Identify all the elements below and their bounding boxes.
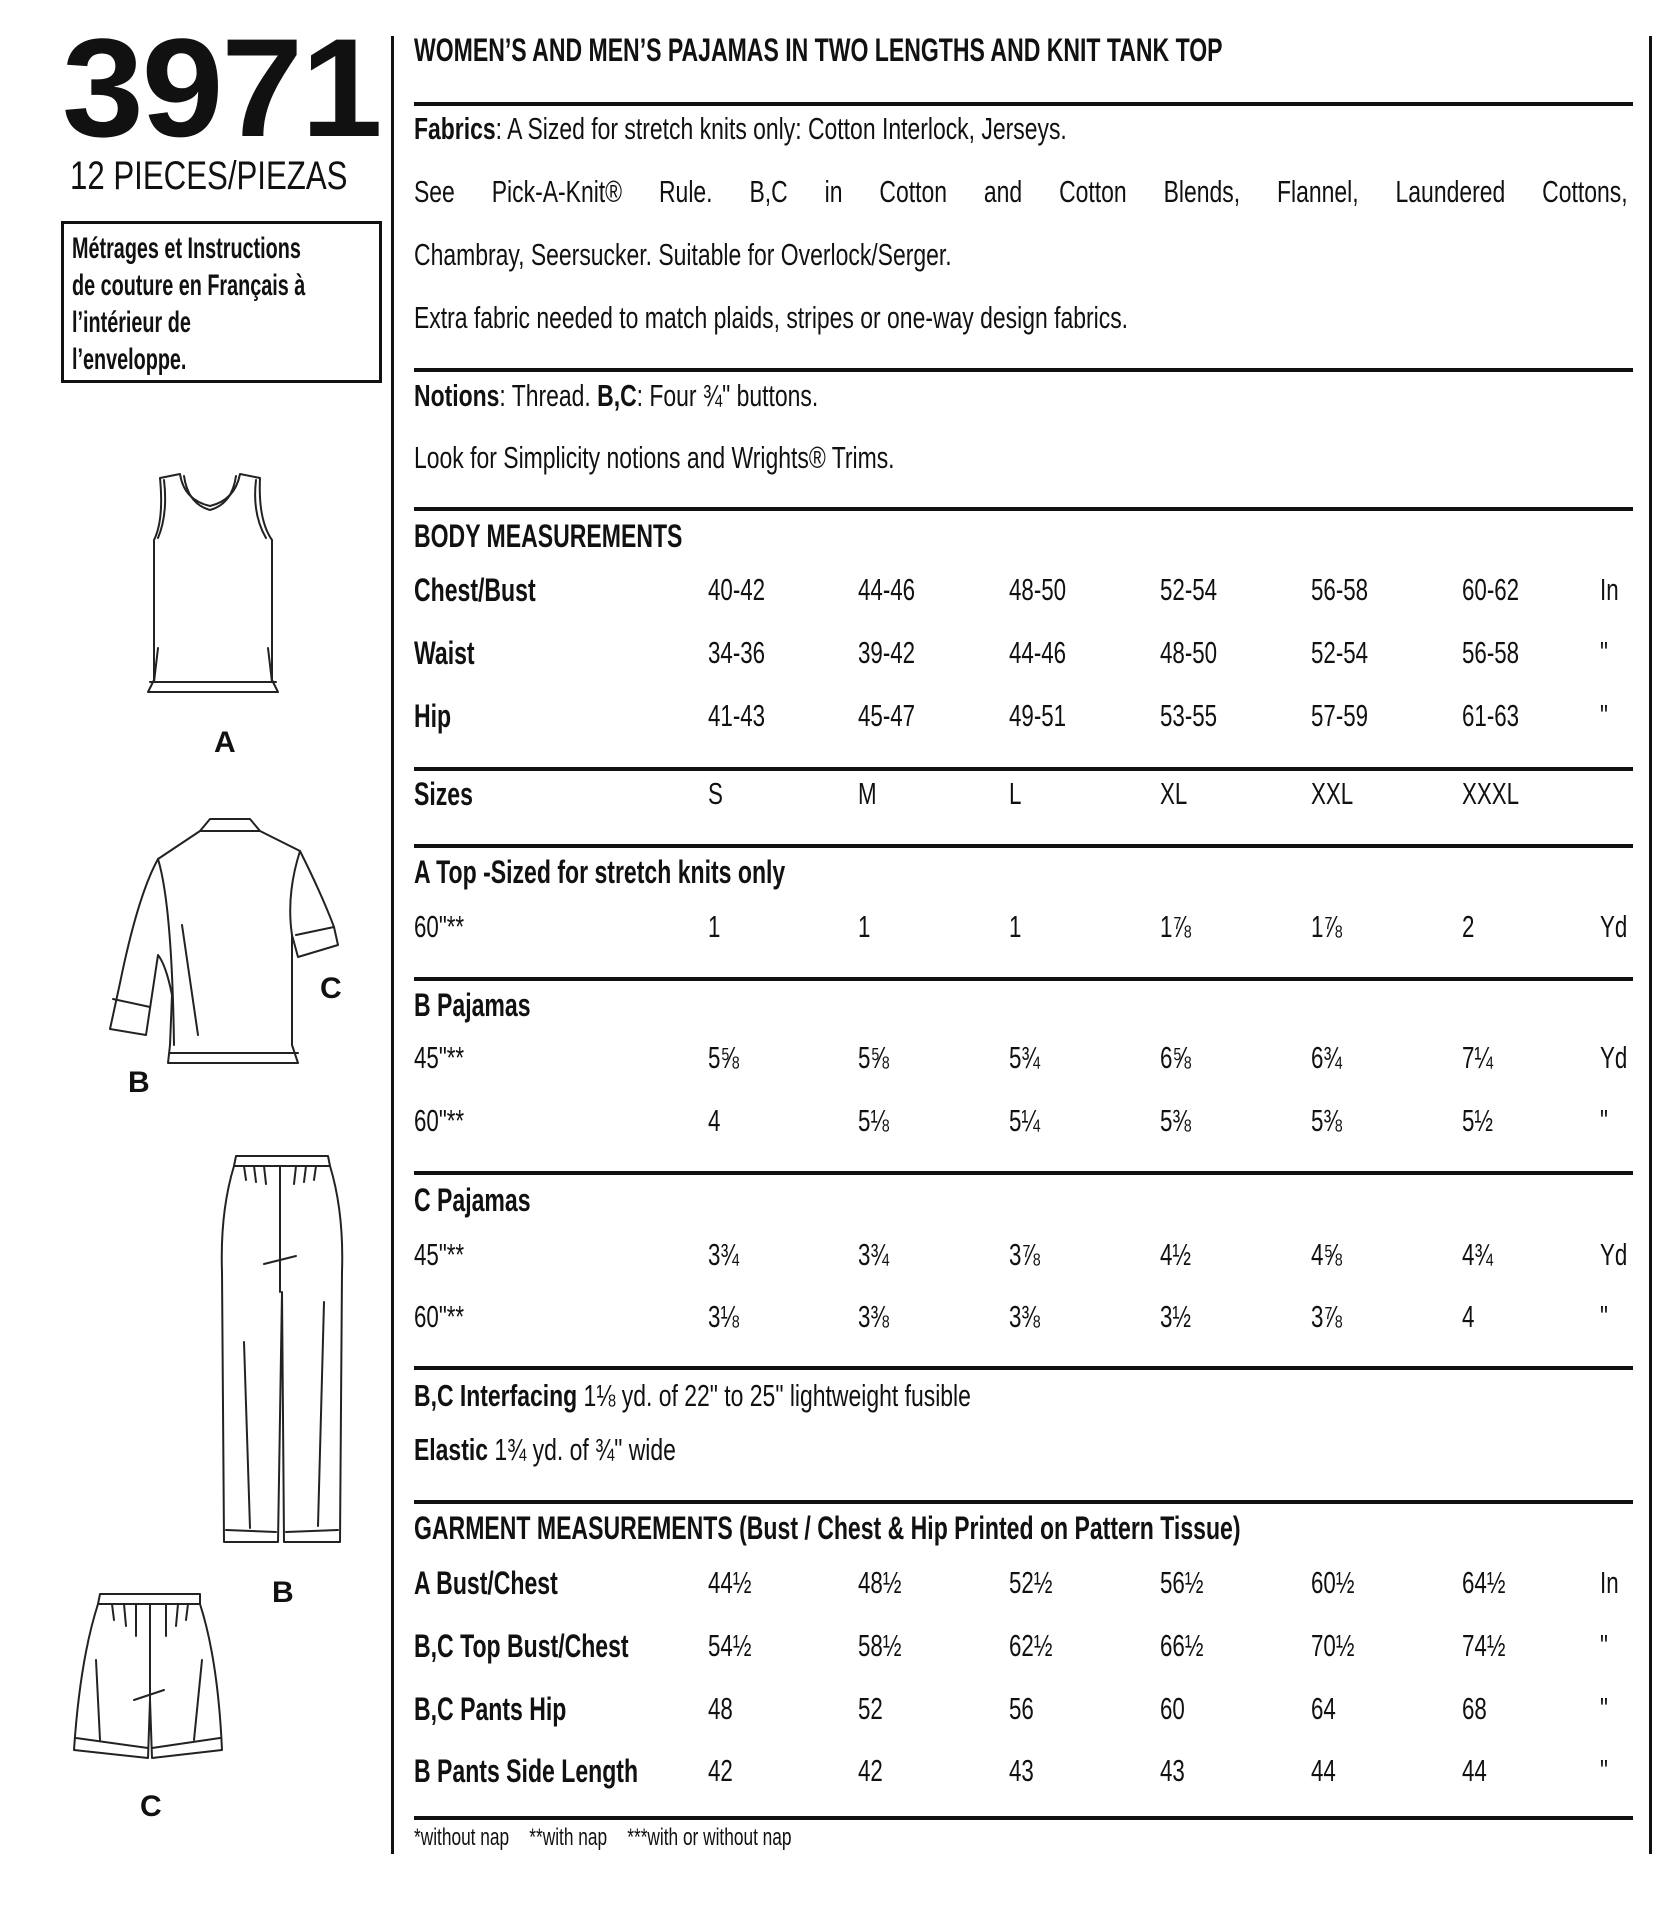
fabrics-line-1 bbox=[414, 113, 1067, 144]
notions-buttons: : Four ¾" buttons. bbox=[636, 378, 819, 413]
view-label-a: A bbox=[214, 726, 236, 759]
cell-value: 1 bbox=[708, 909, 721, 944]
cell-value: 52-54 bbox=[1160, 572, 1218, 607]
cell-value: 1⅞ bbox=[1160, 909, 1192, 944]
cell-value: 1⅞ bbox=[1311, 909, 1343, 944]
cell-value: 64 bbox=[1311, 1691, 1336, 1726]
cell-value: 42 bbox=[708, 1753, 733, 1788]
pajama-shirt-illustration bbox=[110, 815, 350, 1075]
cell-value: 43 bbox=[1009, 1753, 1034, 1788]
cell-value: 44-46 bbox=[1009, 635, 1067, 670]
cell-value: 56 bbox=[1009, 1691, 1034, 1726]
french-note-line: l’intérieur de bbox=[72, 306, 191, 339]
section-heading: B Pajamas bbox=[414, 987, 531, 1023]
divider-rule bbox=[414, 844, 1633, 848]
view-label-c-shirt: C bbox=[320, 972, 342, 1005]
cell-value: 57-59 bbox=[1311, 698, 1369, 733]
cell-value: 5⅜ bbox=[1160, 1103, 1192, 1138]
cell-value: 66½ bbox=[1160, 1628, 1204, 1663]
cell-value: 6¾ bbox=[1311, 1040, 1343, 1075]
pajama-pants-illustration bbox=[214, 1152, 364, 1552]
divider-rule bbox=[414, 977, 1633, 981]
cell-value: 5⅝ bbox=[858, 1040, 890, 1075]
interfacing-line bbox=[414, 1380, 971, 1411]
size-s: S bbox=[708, 776, 723, 811]
cell-value: 53-55 bbox=[1160, 698, 1218, 733]
cell-value: 4⅝ bbox=[1311, 1237, 1343, 1272]
footnote: **with nap bbox=[529, 1824, 608, 1851]
divider-rule bbox=[414, 1500, 1633, 1504]
size-l: L bbox=[1009, 776, 1022, 811]
pattern-title: WOMEN’S AND MEN’S PAJAMAS IN TWO LENGTHS AND KNIT TANK TOP bbox=[414, 32, 1223, 68]
cell-value: 60½ bbox=[1311, 1565, 1355, 1600]
unit-label: " bbox=[1600, 1691, 1608, 1726]
unit-label: " bbox=[1600, 635, 1608, 670]
cell-value: 56-58 bbox=[1462, 635, 1520, 670]
cell-value: 64½ bbox=[1462, 1565, 1506, 1600]
cell-value: 48-50 bbox=[1009, 572, 1067, 607]
row-label: Waist bbox=[414, 635, 475, 671]
cell-value: 4½ bbox=[1160, 1237, 1192, 1272]
cell-value: 45-47 bbox=[858, 698, 916, 733]
french-note-line: l’enveloppe. bbox=[72, 343, 187, 376]
row-label: 45"** bbox=[414, 1040, 465, 1075]
cell-value: 58½ bbox=[858, 1628, 902, 1663]
french-note-line: de couture en Français à bbox=[72, 269, 306, 302]
unit-label: " bbox=[1600, 1753, 1608, 1788]
cell-value: 3⅜ bbox=[858, 1299, 890, 1334]
tank-top-illustration bbox=[140, 470, 300, 700]
cell-value: 62½ bbox=[1009, 1628, 1053, 1663]
section-heading: A Top -Sized for stretch knits only bbox=[414, 854, 786, 890]
cell-value: 52 bbox=[858, 1691, 883, 1726]
fabrics-line-2: See Pick-A-Knit® Rule. B,C in Cotton and Cotton Blends, Flannel, Laundered Cottons, bbox=[414, 174, 1628, 209]
cell-value: 41-43 bbox=[708, 698, 766, 733]
cell-value: 5¾ bbox=[1009, 1040, 1041, 1075]
size-xxxl: XXXL bbox=[1462, 776, 1520, 811]
row-label: B,C Pants Hip bbox=[414, 1691, 567, 1727]
size-xl: XL bbox=[1160, 776, 1188, 811]
interfacing-text: 1⅛ yd. of 22" to 25" lightweight fusible bbox=[577, 1378, 971, 1413]
cell-value: 44-46 bbox=[858, 572, 916, 607]
cell-value: 3¾ bbox=[708, 1237, 740, 1272]
cell-value: 39-42 bbox=[858, 635, 916, 670]
interfacing-label: B,C Interfacing bbox=[414, 1378, 578, 1413]
unit-label: " bbox=[1600, 1299, 1608, 1334]
notions-line-1 bbox=[414, 380, 818, 411]
divider-rule bbox=[414, 368, 1633, 372]
row-label: B,C Top Bust/Chest bbox=[414, 1628, 629, 1664]
footnote: *without nap bbox=[414, 1824, 510, 1851]
cell-value: 52½ bbox=[1009, 1565, 1053, 1600]
footnotes bbox=[414, 1826, 812, 1850]
cell-value: 5¼ bbox=[1009, 1103, 1041, 1138]
cell-value: 48½ bbox=[858, 1565, 902, 1600]
divider-rule bbox=[414, 1366, 1633, 1370]
body-measurements-heading: BODY MEASUREMENTS bbox=[414, 518, 683, 554]
row-label: 45"** bbox=[414, 1237, 465, 1272]
pajama-shorts-illustration bbox=[72, 1590, 232, 1770]
piece-count: 12 PIECES/PIEZAS bbox=[70, 154, 348, 198]
right-border bbox=[1649, 36, 1652, 1854]
unit-label: " bbox=[1600, 1628, 1608, 1663]
cell-value: 44½ bbox=[708, 1565, 752, 1600]
cell-value: 3⅞ bbox=[1009, 1237, 1041, 1272]
row-label: A Bust/Chest bbox=[414, 1565, 558, 1601]
cell-value: 56-58 bbox=[1311, 572, 1369, 607]
cell-value: 7¼ bbox=[1462, 1040, 1494, 1075]
cell-value: 4¾ bbox=[1462, 1237, 1494, 1272]
cell-value: 61-63 bbox=[1462, 698, 1520, 733]
size-xxl: XXL bbox=[1311, 776, 1354, 811]
unit-label: In bbox=[1600, 1565, 1619, 1600]
view-label-b-pants: B bbox=[272, 1576, 294, 1609]
divider-rule bbox=[414, 1816, 1633, 1820]
notions-line-2: Look for Simplicity notions and Wrights® Trims. bbox=[414, 440, 895, 475]
row-label: Chest/Bust bbox=[414, 572, 536, 608]
cell-value: 3¾ bbox=[858, 1237, 890, 1272]
elastic-line bbox=[414, 1434, 676, 1465]
row-label: Hip bbox=[414, 698, 452, 734]
cell-value: 3½ bbox=[1160, 1299, 1192, 1334]
elastic-text: 1¾ yd. of ¾" wide bbox=[487, 1432, 676, 1467]
cell-value: 5½ bbox=[1462, 1103, 1494, 1138]
notions-label: Notions bbox=[414, 378, 500, 413]
cell-value: 3⅞ bbox=[1311, 1299, 1343, 1334]
garment-measurements-heading: GARMENT MEASUREMENTS (Bust / Chest & Hip Printed on Pattern Tissue) bbox=[414, 1510, 1241, 1546]
cell-value: 3⅜ bbox=[1009, 1299, 1041, 1334]
cell-value: 4 bbox=[1462, 1299, 1475, 1334]
row-label: 60"** bbox=[414, 1299, 465, 1334]
fabrics-label: Fabrics bbox=[414, 111, 496, 146]
sizes-label: Sizes bbox=[414, 776, 473, 812]
column-divider bbox=[391, 36, 394, 1854]
row-label: 60"** bbox=[414, 909, 465, 944]
footnote: ***with or without nap bbox=[627, 1824, 792, 1851]
unit-label: Yd bbox=[1600, 1237, 1628, 1272]
cell-value: 34-36 bbox=[708, 635, 766, 670]
cell-value: 4 bbox=[708, 1103, 721, 1138]
french-note-line: Métrages et Instructions bbox=[72, 232, 301, 265]
cell-value: 74½ bbox=[1462, 1628, 1506, 1663]
cell-value: 5⅜ bbox=[1311, 1103, 1343, 1138]
unit-label: " bbox=[1600, 698, 1608, 733]
cell-value: 54½ bbox=[708, 1628, 752, 1663]
cell-value: 1 bbox=[1009, 909, 1022, 944]
cell-value: 6⅝ bbox=[1160, 1040, 1192, 1075]
fabrics-line-3: Chambray, Seersucker. Suitable for Overlock/Serger. bbox=[414, 237, 952, 272]
row-label: B Pants Side Length bbox=[414, 1753, 639, 1789]
cell-value: 42 bbox=[858, 1753, 883, 1788]
notions-text: : Thread. bbox=[499, 378, 598, 413]
fabrics-line-4: Extra fabric needed to match plaids, stripes or one-way design fabrics. bbox=[414, 300, 1129, 335]
cell-value: 52-54 bbox=[1311, 635, 1369, 670]
section-heading: C Pajamas bbox=[414, 1182, 531, 1218]
cell-value: 70½ bbox=[1311, 1628, 1355, 1663]
cell-value: 3⅛ bbox=[708, 1299, 740, 1334]
divider-rule bbox=[414, 507, 1633, 511]
french-instructions-note bbox=[61, 221, 382, 383]
unit-label: In bbox=[1600, 572, 1619, 607]
cell-value: 44 bbox=[1462, 1753, 1487, 1788]
cell-value: 48-50 bbox=[1160, 635, 1218, 670]
pattern-number: 3971 bbox=[62, 9, 381, 166]
cell-value: 44 bbox=[1311, 1753, 1336, 1788]
cell-value: 60-62 bbox=[1462, 572, 1520, 607]
cell-value: 60 bbox=[1160, 1691, 1185, 1726]
cell-value: 48 bbox=[708, 1691, 733, 1726]
cell-value: 43 bbox=[1160, 1753, 1185, 1788]
cell-value: 49-51 bbox=[1009, 698, 1067, 733]
cell-value: 5⅝ bbox=[708, 1040, 740, 1075]
fabrics-text: : A Sized for stretch knits only: Cotton Interlock, Jerseys. bbox=[495, 111, 1067, 146]
divider-rule bbox=[414, 767, 1633, 771]
divider-rule bbox=[414, 1171, 1633, 1175]
cell-value: 68 bbox=[1462, 1691, 1487, 1726]
unit-label: " bbox=[1600, 1103, 1608, 1138]
row-label: 60"** bbox=[414, 1103, 465, 1138]
notions-views: B,C bbox=[597, 378, 637, 413]
size-m: M bbox=[858, 776, 877, 811]
divider-rule bbox=[414, 102, 1633, 106]
cell-value: 56½ bbox=[1160, 1565, 1204, 1600]
view-label-c-shorts: C bbox=[140, 1790, 162, 1823]
cell-value: 2 bbox=[1462, 909, 1475, 944]
cell-value: 40-42 bbox=[708, 572, 766, 607]
unit-label: Yd bbox=[1600, 909, 1628, 944]
unit-label: Yd bbox=[1600, 1040, 1628, 1075]
cell-value: 1 bbox=[858, 909, 871, 944]
view-label-b-shirt: B bbox=[128, 1066, 150, 1099]
elastic-label: Elastic bbox=[414, 1432, 488, 1467]
cell-value: 5⅛ bbox=[858, 1103, 890, 1138]
